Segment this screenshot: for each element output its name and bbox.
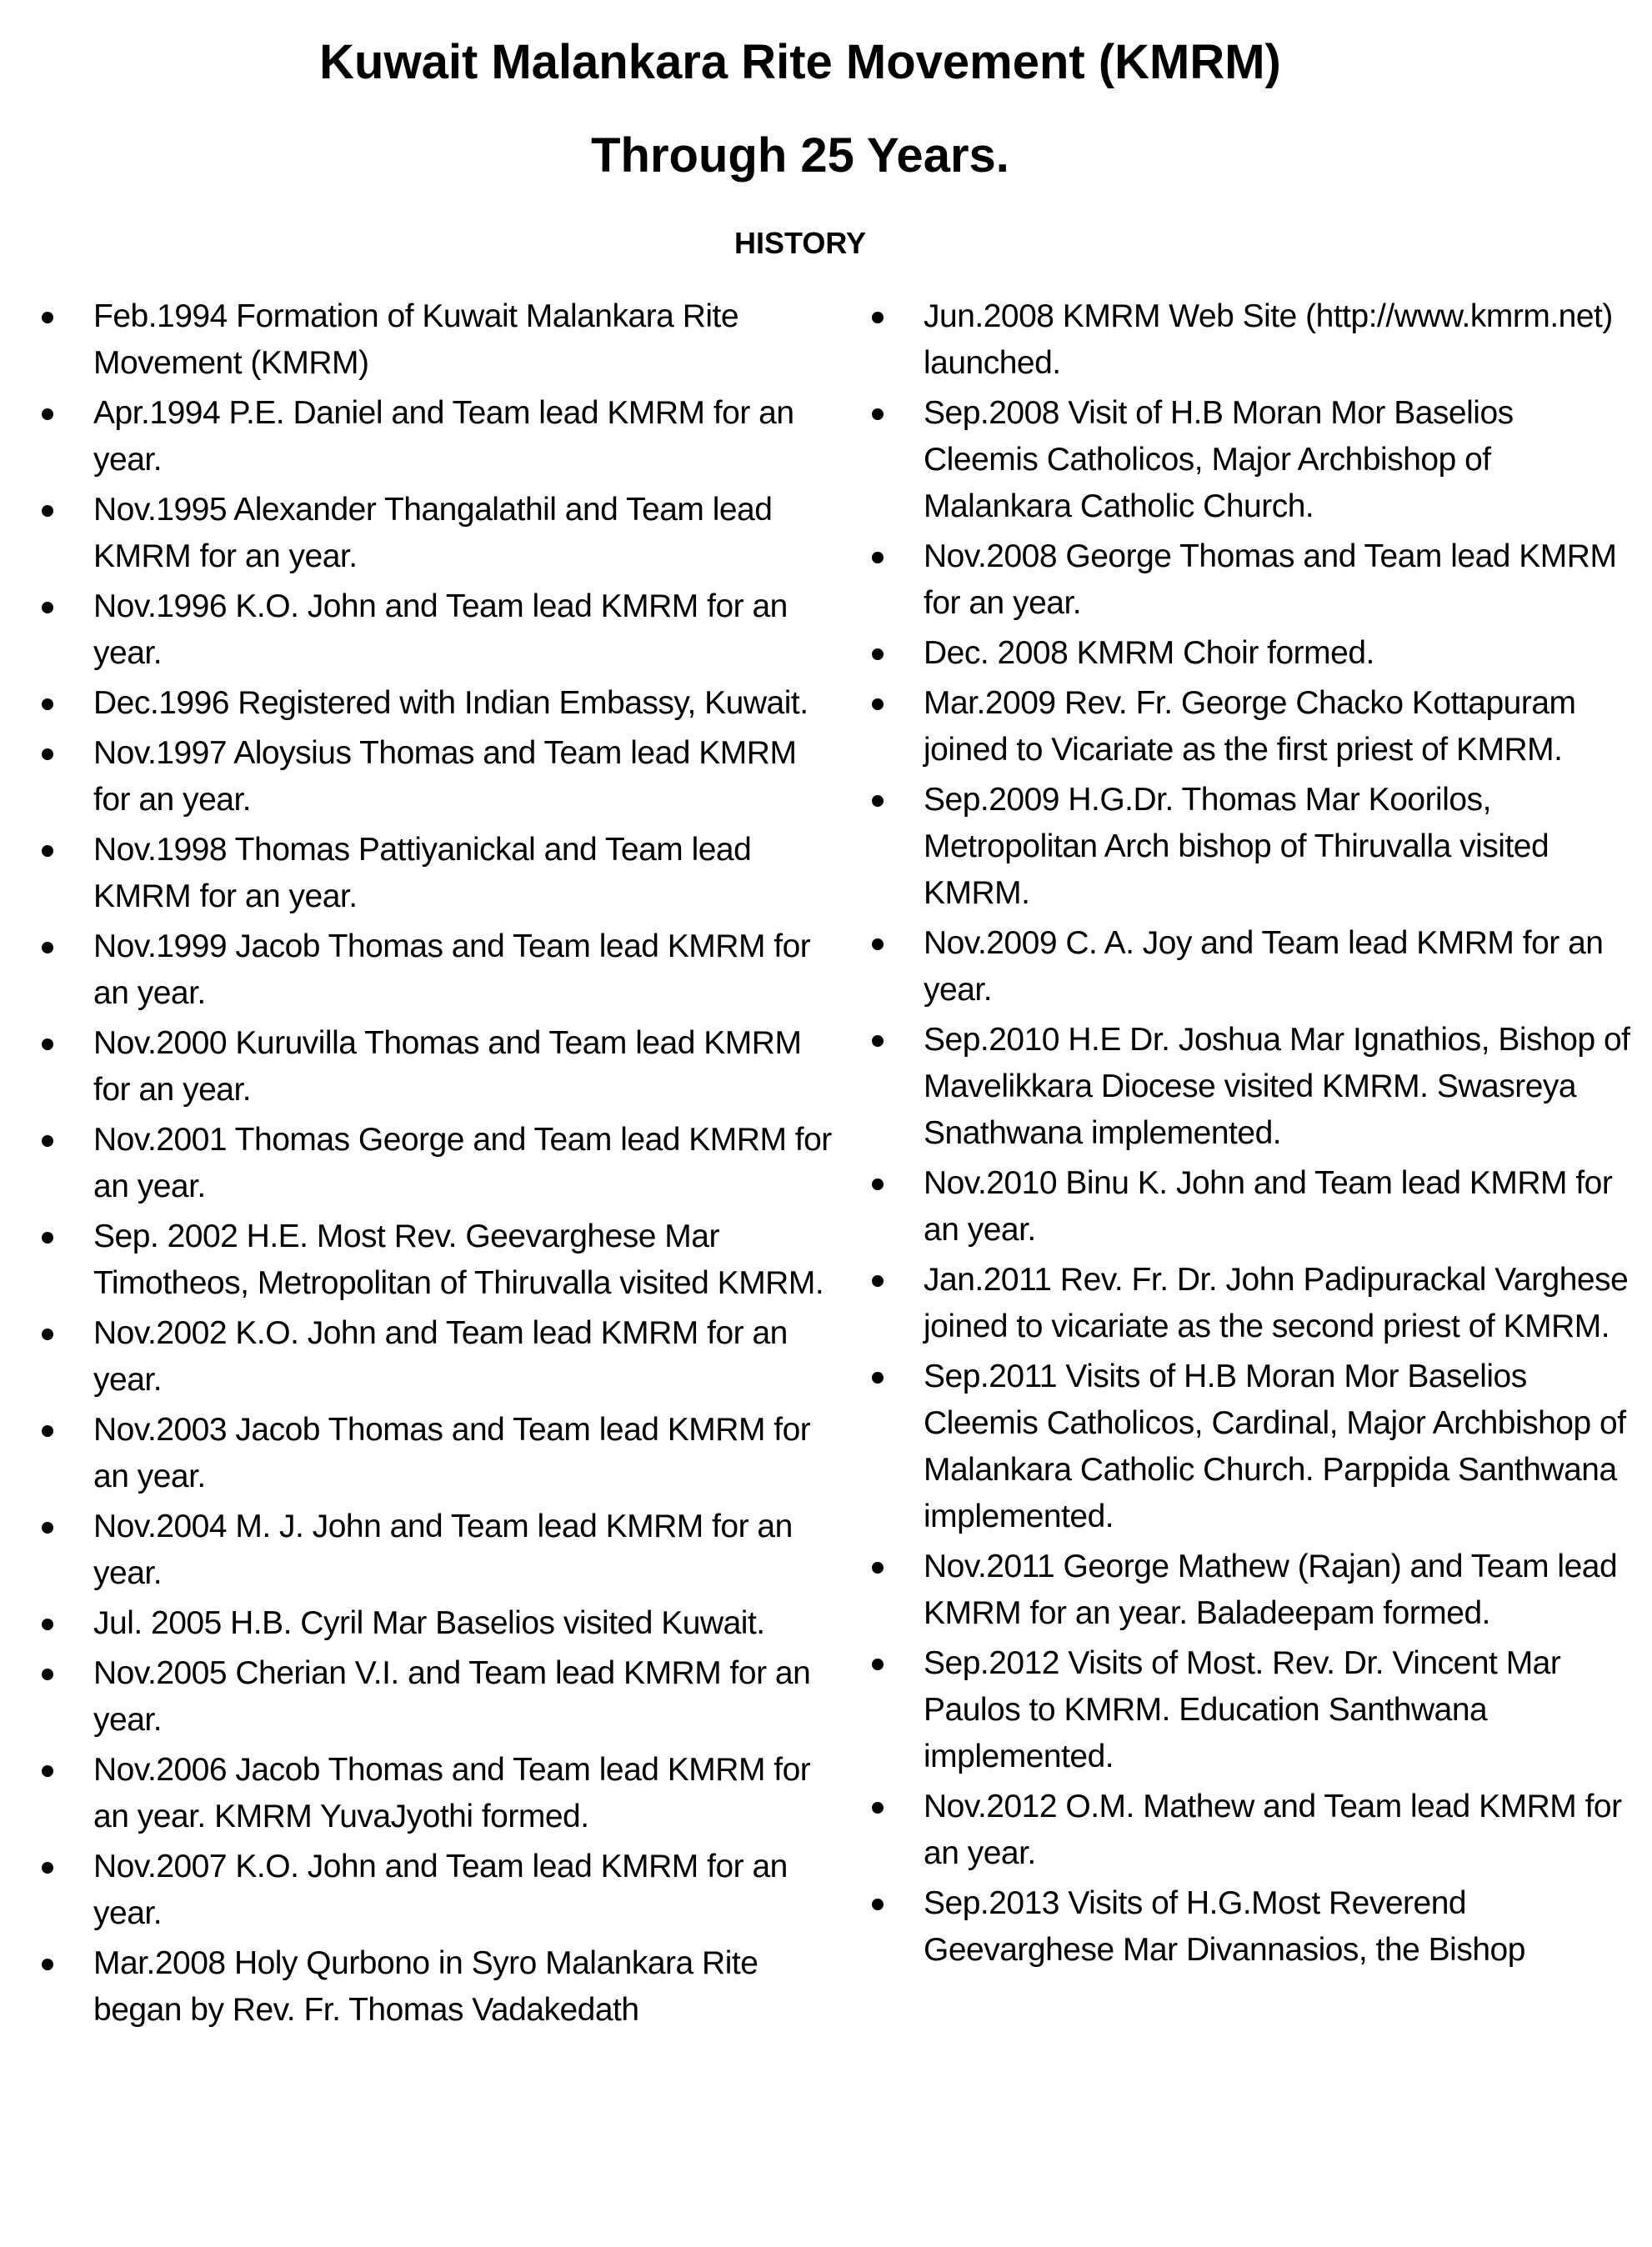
list-item-text: Dec.1996 Registered with Indian Embassy, Kuwait.: [93, 685, 808, 721]
history-list-left: [33, 293, 834, 2037]
list-item-text: Sep.2011 Visits of H.B Moran Mor Baselios Cleemis Catholicos, Cardinal, Major Archbishop of Malankara Catholic Church. Parppida Santhwana implemented.: [924, 1359, 1626, 1534]
bullet-icon: [872, 1275, 884, 1287]
list-item: [864, 1784, 1630, 1877]
list-item: [33, 390, 834, 483]
bullet-icon: [872, 698, 884, 710]
bullet-icon: [42, 1522, 53, 1534]
bullet-icon: [872, 1562, 884, 1574]
bullet-icon: [42, 845, 53, 857]
list-item-text: Nov.2000 Kuruvilla Thomas and Team lead KMRM for an year.: [93, 1025, 802, 1108]
bullet-icon: [872, 408, 884, 420]
list-item-text: Sep.2012 Visits of Most. Rev. Dr. Vincent Mar Paulos to KMRM. Education Santhwana implemented.: [924, 1645, 1561, 1774]
list-item-text: Mar.2008 Holy Qurbono in Syro Malankara Rite began by Rev. Fr. Thomas Vadakedath: [93, 1945, 758, 2028]
bullet-icon: [42, 748, 53, 760]
list-item: [33, 1940, 834, 2034]
bullet-icon: [872, 1899, 884, 1910]
list-item-text: Jul. 2005 H.B. Cyril Mar Baselios visited Kuwait.: [93, 1605, 765, 1641]
list-item: [864, 630, 1630, 677]
bullet-icon: [872, 312, 884, 323]
bullet-icon: [42, 698, 53, 710]
bullet-icon: [42, 1425, 53, 1437]
list-item-text: Jun.2008 KMRM Web Site (http://www.kmrm.net) launched.: [924, 298, 1613, 381]
list-item-text: Nov.2001 Thomas George and Team lead KMRM for an year.: [93, 1122, 832, 1204]
bullet-icon: [42, 942, 53, 953]
list-item: [33, 293, 834, 387]
list-item-text: Nov.2006 Jacob Thomas and Team lead KMRM for an year. KMRM YuvaJyothi formed.: [93, 1752, 811, 1834]
bullet-icon: [872, 1659, 884, 1670]
bullet-icon: [42, 408, 53, 420]
list-item: [33, 1117, 834, 1210]
list-item: [864, 1544, 1630, 1637]
list-item-text: Nov.2005 Cherian V.I. and Team lead KMRM for an year.: [93, 1655, 811, 1738]
bullet-icon: [872, 1372, 884, 1384]
list-item-text: Nov.1996 K.O. John and Team lead KMRM for an year.: [93, 588, 788, 671]
list-item-text: Nov.1997 Aloysius Thomas and Team lead KMRM for an year.: [93, 735, 797, 818]
list-item: [33, 827, 834, 920]
list-item: [864, 680, 1630, 773]
bullet-icon: [42, 1232, 53, 1244]
bullet-icon: [42, 505, 53, 517]
list-item-text: Nov.2004 M. J. John and Team lead KMRM for an year.: [93, 1509, 793, 1591]
list-item-text: Sep. 2002 H.E. Most Rev. Geevarghese Mar Timotheos, Metropolitan of Thiruvalla visited KMRM.: [93, 1219, 824, 1301]
list-item: [864, 1640, 1630, 1780]
list-item: [864, 1354, 1630, 1540]
bullet-icon: [42, 1038, 53, 1050]
list-item-text: Nov.1995 Alexander Thangalathil and Team lead KMRM for an year.: [93, 492, 773, 574]
bullet-icon: [42, 602, 53, 613]
history-list-right: [864, 293, 1630, 1977]
list-item: [33, 487, 834, 580]
list-item: [33, 730, 834, 823]
list-item-text: Nov.2002 K.O. John and Team lead KMRM for an year.: [93, 1315, 788, 1398]
list-item-text: Sep.2008 Visit of H.B Moran Mor Baselios Cleemis Catholicos, Major Archbishop of Malankara Catholic Church.: [924, 395, 1514, 524]
bullet-icon: [872, 552, 884, 563]
list-item-text: Nov.1998 Thomas Pattiyanickal and Team lead KMRM for an year.: [93, 832, 752, 914]
bullet-icon: [42, 1619, 53, 1630]
list-item: [864, 777, 1630, 917]
bullet-icon: [42, 1669, 53, 1680]
list-item: [33, 583, 834, 677]
list-item-text: Nov.2007 K.O. John and Team lead KMRM for an year.: [93, 1849, 788, 1931]
list-item: [33, 1844, 834, 1937]
list-item-text: Sep.2013 Visits of H.G.Most Reverend Geevarghese Mar Divannasios, the Bishop: [924, 1885, 1525, 1968]
list-item: [33, 1600, 834, 1647]
list-item: [33, 1747, 834, 1840]
bullet-icon: [872, 938, 884, 950]
bullet-icon: [872, 1802, 884, 1814]
page-title: Kuwait Malankara Rite Movement (KMRM): [319, 35, 1281, 89]
bullet-icon: [872, 1035, 884, 1047]
bullet-icon: [42, 1765, 53, 1777]
list-item: [864, 1257, 1630, 1350]
list-item: [864, 1017, 1630, 1157]
list-item-text: Jan.2011 Rev. Fr. Dr. John Padipurackal Varghese joined to vicariate as the second priest of KMRM.: [924, 1262, 1629, 1344]
list-item-text: Nov.1999 Jacob Thomas and Team lead KMRM for an year.: [93, 928, 811, 1011]
list-item-text: Nov.2009 C. A. Joy and Team lead KMRM for an year.: [924, 925, 1604, 1008]
list-item: [33, 1020, 834, 1113]
list-item-text: Nov.2011 George Mathew (Rajan) and Team lead KMRM for an year. Baladeepam formed.: [924, 1549, 1618, 1631]
page-subtitle: Through 25 Years.: [591, 128, 1009, 183]
bullet-icon: [42, 1135, 53, 1147]
list-item-text: Mar.2009 Rev. Fr. George Chacko Kottapuram joined to Vicariate as the first priest of KMRM.: [924, 685, 1576, 768]
bullet-icon: [42, 1329, 53, 1340]
bullet-icon: [872, 648, 884, 660]
list-item-text: Apr.1994 P.E. Daniel and Team lead KMRM for an year.: [93, 395, 794, 478]
bullet-icon: [872, 1179, 884, 1190]
list-item: [864, 293, 1630, 387]
list-item-text: Nov.2012 O.M. Mathew and Team lead KMRM for an year.: [924, 1789, 1622, 1871]
bullet-icon: [872, 795, 884, 807]
list-item: [864, 1880, 1630, 1974]
list-item-text: Nov.2003 Jacob Thomas and Team lead KMRM for an year.: [93, 1412, 811, 1494]
list-item-text: Sep.2009 H.G.Dr. Thomas Mar Koorilos, Metropolitan Arch bishop of Thiruvalla visited KMRM.: [924, 782, 1549, 911]
list-item-text: Nov.2008 George Thomas and Team lead KMRM for an year.: [924, 538, 1617, 621]
list-item-text: Nov.2010 Binu K. John and Team lead KMRM for an year.: [924, 1165, 1613, 1248]
section-heading-history: HISTORY: [733, 226, 867, 260]
list-item: [33, 1407, 834, 1500]
list-item-text: Sep.2010 H.E Dr. Joshua Mar Ignathios, Bishop of Mavelikkara Diocese visited KMRM. Swasreya Snathwana implemented.: [924, 1022, 1630, 1151]
list-item: [33, 1650, 834, 1744]
list-item: [864, 533, 1630, 627]
bullet-icon: [42, 1862, 53, 1874]
list-item: [33, 680, 834, 727]
list-item: [33, 1214, 834, 1307]
bullet-icon: [42, 1959, 53, 1970]
list-item: [864, 920, 1630, 1013]
list-item: [33, 1310, 834, 1404]
bullet-icon: [42, 312, 53, 323]
list-item-text: Dec. 2008 KMRM Choir formed.: [924, 635, 1374, 671]
list-item: [33, 923, 834, 1017]
list-item-text: Feb.1994 Formation of Kuwait Malankara Rite Movement (KMRM): [93, 298, 739, 381]
list-item: [33, 1504, 834, 1597]
list-item: [864, 390, 1630, 530]
list-item: [864, 1160, 1630, 1254]
